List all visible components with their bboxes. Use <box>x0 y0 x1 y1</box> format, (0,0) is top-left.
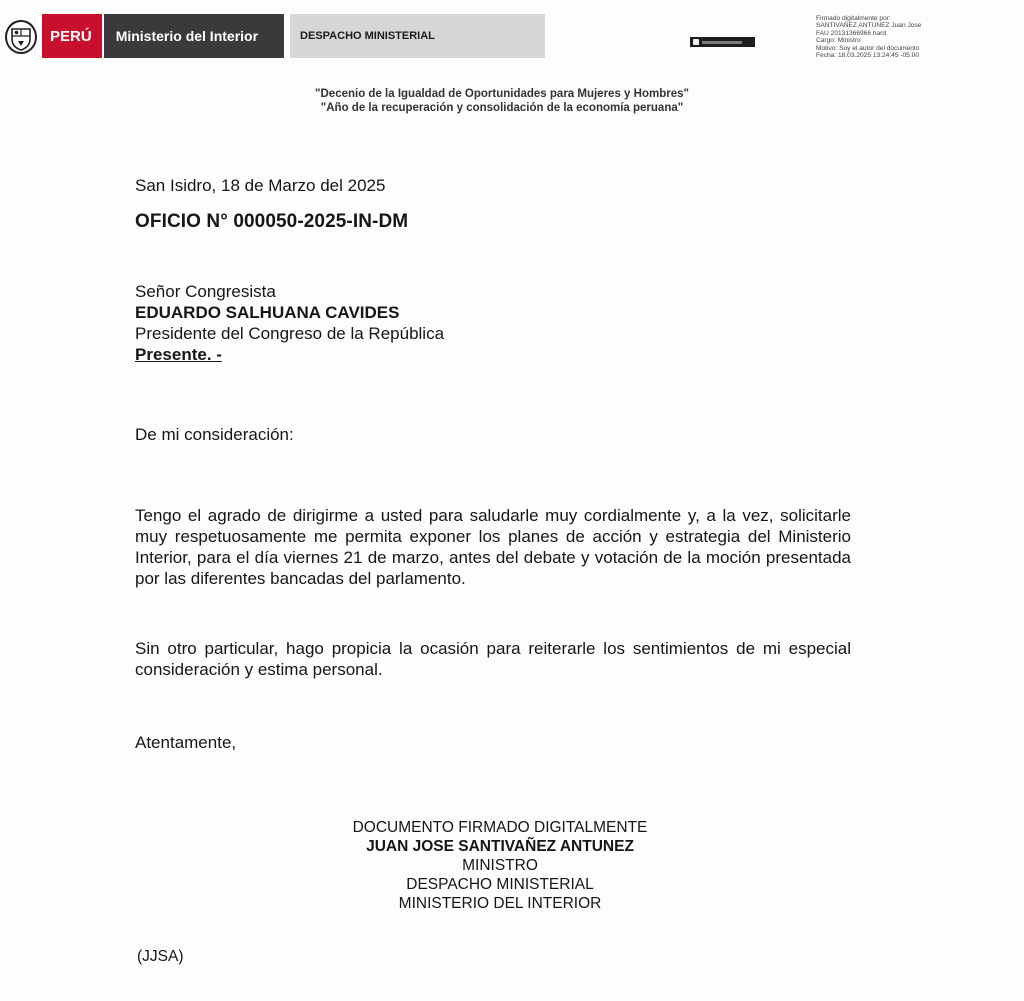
signature-statement: DOCUMENTO FIRMADO DIGITALMENTE <box>352 819 648 836</box>
signature-note-line: Cargo: Ministro <box>816 37 861 45</box>
body-paragraph: Sin otro particular, hago propicia la ocasión para reiterarle los sentimientos de mi especial consideración y estima personal. <box>135 639 851 679</box>
signature-note-line: Motivo: Soy el autor del documento <box>816 44 920 52</box>
signer-office: DESPACHO MINISTERIAL <box>406 876 594 893</box>
digital-signature-note <box>816 15 1016 59</box>
body-paragraph: Tengo el agrado de dirigirme a usted para saludarle muy cordialmente y, a la vez, solicitarle muy respetuosamente me permita exponer los planes de acción y estrategia del Ministerio Interior, para el día viernes 21 de marzo, antes del debate y votación de la moción presentada por las diferentes bancadas del parlamento. <box>135 506 851 588</box>
decade-title: "Decenio de la Igualdad de Oportunidades para Mujeres y Hombres" <box>315 88 689 100</box>
signature-note-line: SANTIVAÑEZ ANTUNEZ Juan Jose <box>816 22 922 30</box>
document-number: OFICIO N° 000050-2025-IN-DM <box>135 211 409 232</box>
ministry-label: Ministerio del Interior <box>104 14 290 58</box>
signer-ministry: MINISTERIO DEL INTERIOR <box>398 895 602 912</box>
country-label: PERÚ <box>42 14 104 58</box>
recipient-role: Presidente del Congreso de la República <box>135 324 445 343</box>
signature-note-line: FAU 20131366966 hard <box>816 29 887 37</box>
digital-signature-stamp-icon <box>690 37 755 47</box>
recipient-present: Presente. - <box>135 345 222 364</box>
office-label: DESPACHO MINISTERIAL <box>290 14 545 58</box>
decade-year-titles <box>0 87 1024 115</box>
recipient-block <box>135 281 444 365</box>
signature-block <box>0 818 1024 913</box>
recipient-name: EDUARDO SALHUANA CAVIDES <box>135 303 400 322</box>
year-title: "Año de la recuperación y consolidación de la economía peruana" <box>320 102 684 114</box>
signer-name: JUAN JOSE SANTIVAÑEZ ANTUNEZ <box>366 838 634 855</box>
closing: Atentamente, <box>135 733 237 752</box>
coat-of-arms-icon <box>0 14 42 58</box>
greeting: De mi consideración: <box>135 425 294 444</box>
letterhead <box>0 14 560 58</box>
signature-note-line: Fecha: 18.03.2025 13:24:45 -05:00 <box>816 52 920 60</box>
city-date: San Isidro, 18 de Marzo del 2025 <box>135 176 386 195</box>
signature-note-line: Firmado digitalmente por: <box>816 15 891 22</box>
signer-position: MINISTRO <box>462 857 538 874</box>
recipient-title: Señor Congresista <box>135 282 276 301</box>
initials: (JJSA) <box>137 948 184 965</box>
